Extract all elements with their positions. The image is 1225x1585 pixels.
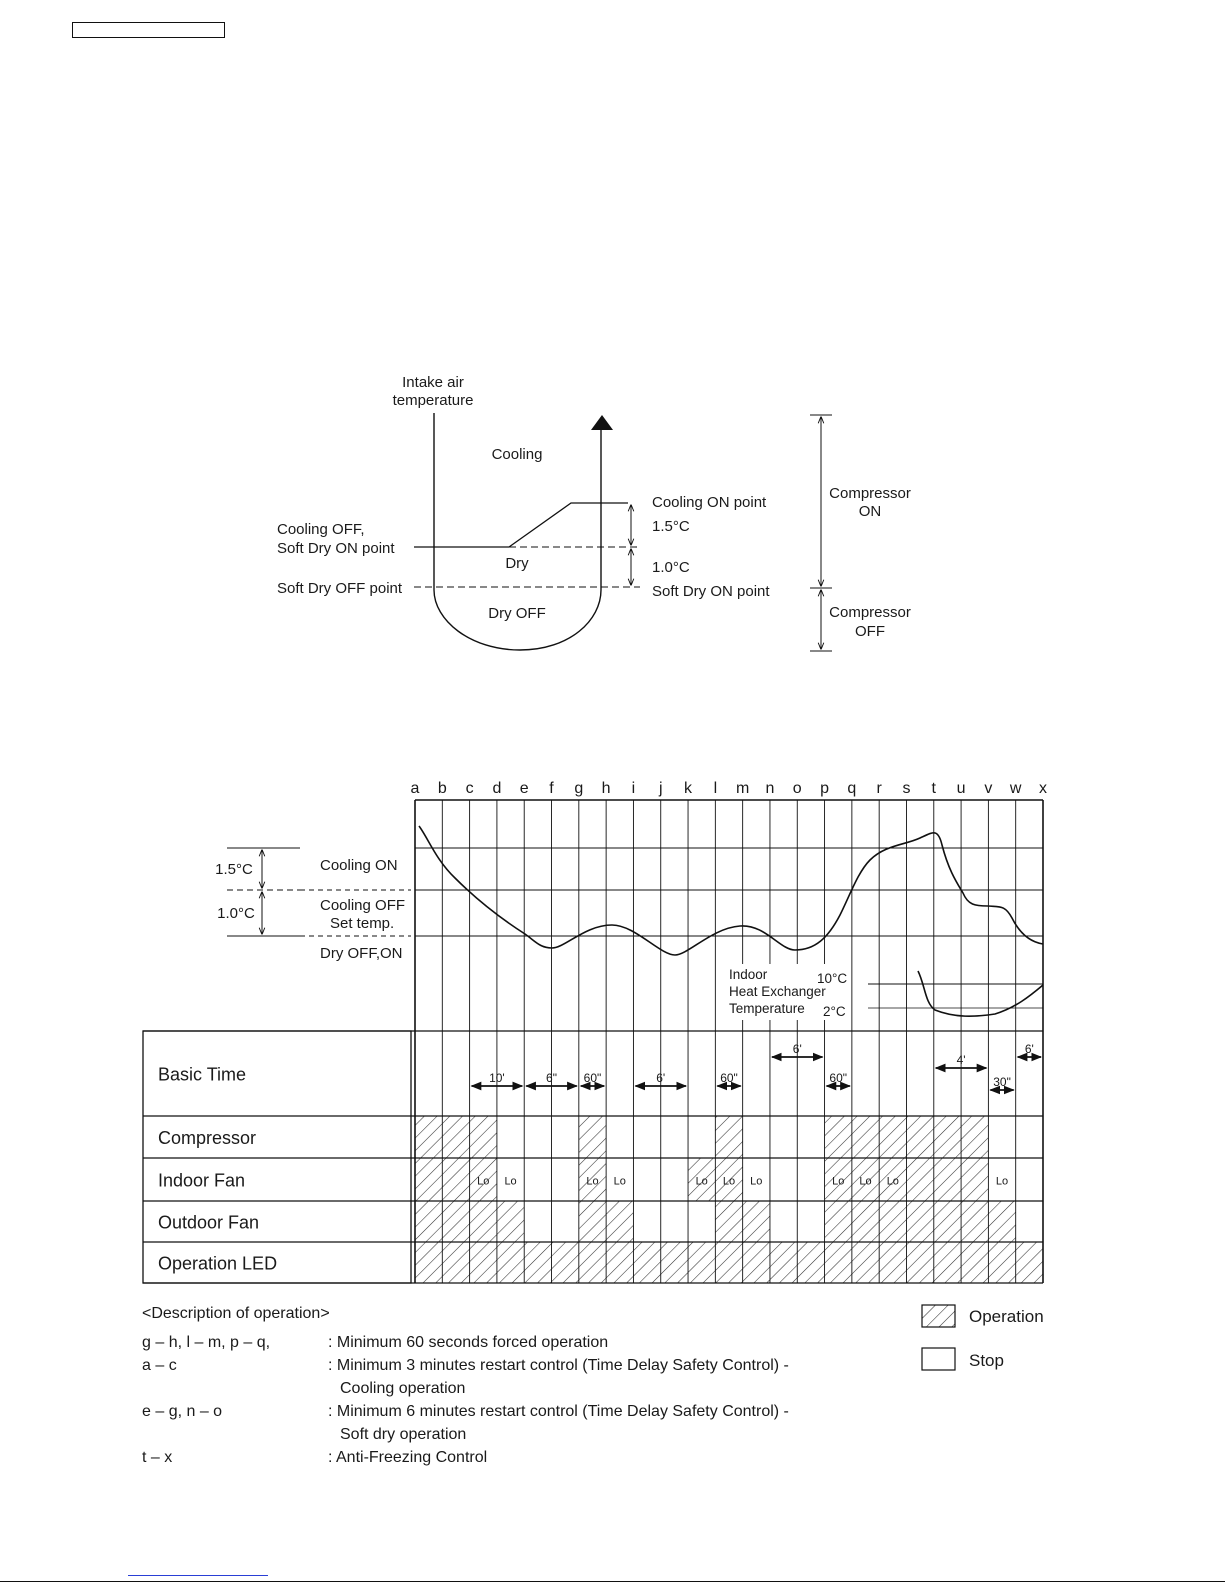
time-point-label: e bbox=[519, 780, 529, 797]
time-point-label: c bbox=[465, 780, 474, 797]
dry-threshold-diagram bbox=[277, 374, 911, 651]
operation-fill bbox=[579, 1116, 606, 1158]
lo-speed-marker: Lo bbox=[586, 1175, 599, 1188]
lo-speed-marker: Lo bbox=[504, 1175, 517, 1188]
desc-text-1: : Minimum 60 seconds forced operation bbox=[328, 1334, 609, 1351]
hex-lower-label: 2°C bbox=[823, 1004, 846, 1019]
cooling-zone-label: Cooling bbox=[491, 446, 543, 463]
lo-speed-marker: Lo bbox=[613, 1175, 626, 1188]
hex-label-2: Heat Exchanger bbox=[729, 984, 826, 999]
time-point-label: w bbox=[1009, 780, 1022, 797]
desc-range-1: g – h, l – m, p – q, bbox=[142, 1334, 271, 1351]
time-point-label: x bbox=[1039, 780, 1047, 797]
time-point-label: i bbox=[631, 780, 636, 797]
time-point-label: l bbox=[713, 780, 718, 797]
cooling-on-point-label: Cooling ON point bbox=[652, 494, 767, 511]
delta-upper-label: 1.5°C bbox=[652, 518, 690, 535]
cooling-off-label-1: Cooling OFF, bbox=[277, 521, 365, 538]
dry-off-zone-label: Dry OFF bbox=[488, 605, 546, 622]
desc-range-2: a – c bbox=[142, 1357, 177, 1374]
delta-lower-label: 1.0°C bbox=[652, 559, 690, 576]
basic-time-span-label: 6' bbox=[792, 1042, 802, 1056]
cooling-off-row-label: Cooling OFF bbox=[320, 897, 406, 914]
basic-time-span-label: 6' bbox=[656, 1071, 666, 1085]
lo-speed-marker: Lo bbox=[750, 1175, 763, 1188]
compressor-on-label-1: Compressor bbox=[829, 485, 911, 502]
lo-speed-marker: Lo bbox=[695, 1175, 708, 1188]
lo-speed-marker: Lo bbox=[886, 1175, 899, 1188]
heat-exchanger-curve bbox=[918, 971, 1043, 1016]
description-title: <Description of operation> bbox=[142, 1305, 330, 1322]
legend bbox=[922, 1305, 1044, 1370]
operation-fill bbox=[415, 1116, 497, 1158]
dry-zone-label: Dry bbox=[505, 555, 529, 572]
hysteresis-line bbox=[414, 503, 628, 547]
time-point-label: v bbox=[984, 780, 993, 797]
basic-time-span-label: 6' bbox=[1024, 1042, 1034, 1056]
basic-time-span-label: 60" bbox=[720, 1071, 738, 1085]
compressor-off-label-2: OFF bbox=[855, 623, 885, 640]
time-point-label: m bbox=[735, 780, 750, 797]
time-point-label: n bbox=[765, 780, 775, 797]
desc-range-4: t – x bbox=[142, 1449, 173, 1466]
legend-operation-swatch bbox=[922, 1305, 955, 1327]
row-label: Outdoor Fan bbox=[158, 1212, 260, 1233]
cooling-on-row-label: Cooling ON bbox=[320, 857, 398, 874]
dry-offon-row-label: Dry OFF,ON bbox=[320, 945, 403, 962]
time-point-label: h bbox=[601, 780, 611, 797]
footer-link[interactable] bbox=[128, 1575, 268, 1576]
intake-label-1: Intake air bbox=[402, 374, 464, 391]
row-label: Compressor bbox=[158, 1128, 257, 1148]
time-point-label: r bbox=[876, 780, 882, 797]
soft-dry-on-point-label: Soft Dry ON point bbox=[652, 583, 770, 600]
time-point-label: f bbox=[549, 780, 554, 797]
lo-speed-marker: Lo bbox=[722, 1175, 736, 1188]
desc-text-4: : Anti-Freezing Control bbox=[328, 1449, 488, 1466]
lo-speed-marker: Lo bbox=[859, 1175, 872, 1188]
cooling-off-label-2: Soft Dry ON point bbox=[277, 540, 395, 557]
legend-stop-swatch bbox=[922, 1348, 955, 1370]
desc-cont-2: Cooling operation bbox=[340, 1380, 466, 1397]
basic-time-span-label: 60" bbox=[583, 1071, 602, 1085]
desc-text-2: : Minimum 3 minutes restart control (Time Delay Safety Control) - bbox=[328, 1357, 789, 1374]
operation-fill bbox=[825, 1201, 1016, 1242]
legend-operation-label: Operation bbox=[969, 1307, 1044, 1326]
lo-speed-marker: Lo bbox=[995, 1175, 1009, 1188]
compressor-on-label-2: ON bbox=[858, 503, 882, 520]
desc-range-3: e – g, n – o bbox=[142, 1403, 223, 1420]
time-point-label: p bbox=[820, 780, 830, 797]
time-point-label: a bbox=[410, 780, 420, 797]
time-point-label: q bbox=[847, 780, 857, 797]
basic-time-span-label: 10' bbox=[489, 1071, 505, 1085]
row-label: Indoor Fan bbox=[158, 1170, 246, 1191]
desc-cont-3: Soft dry operation bbox=[340, 1426, 467, 1443]
time-point-label: s bbox=[902, 780, 911, 797]
footer-rule bbox=[0, 1581, 1225, 1582]
soft-dry-off-point-label: Soft Dry OFF point bbox=[277, 580, 403, 597]
operation-fill bbox=[415, 1242, 1043, 1283]
basic-time-span-label: 6" bbox=[546, 1071, 557, 1085]
lo-speed-marker: Lo bbox=[477, 1175, 490, 1188]
time-point-label: t bbox=[931, 780, 937, 797]
up-arrow-icon bbox=[591, 415, 613, 430]
intake-label-2: temperature bbox=[392, 392, 474, 409]
time-point-label: j bbox=[658, 780, 663, 797]
left-delta-upper: 1.5°C bbox=[215, 861, 253, 878]
time-point-label: u bbox=[956, 780, 966, 797]
operation-fill bbox=[715, 1116, 742, 1158]
compressor-off-label-1: Compressor bbox=[829, 604, 911, 621]
left-delta-lower: 1.0°C bbox=[217, 905, 255, 922]
lo-speed-marker: Lo bbox=[832, 1175, 845, 1188]
hex-label-3: Temperature bbox=[729, 1001, 805, 1016]
basic-time-span-label: 4' bbox=[956, 1053, 966, 1067]
time-point-label: b bbox=[437, 780, 447, 797]
hex-upper-label: 10°C bbox=[817, 971, 848, 986]
time-point-label: g bbox=[574, 780, 584, 797]
legend-stop-label: Stop bbox=[969, 1351, 1004, 1370]
time-point-label: d bbox=[492, 780, 502, 797]
desc-text-3: : Minimum 6 minutes restart control (Time Delay Safety Control) - bbox=[328, 1403, 789, 1420]
row-label: Operation LED bbox=[158, 1253, 278, 1274]
time-point-label: k bbox=[684, 780, 693, 797]
set-temp-row-label: Set temp. bbox=[330, 915, 395, 932]
time-point-label: o bbox=[792, 780, 802, 797]
basic-time-span-label: 30" bbox=[993, 1075, 1011, 1089]
hex-label-1: Indoor bbox=[729, 967, 768, 982]
timing-chart bbox=[143, 780, 1047, 1283]
row-label: Basic Time bbox=[158, 1064, 247, 1085]
basic-time-span-label: 60" bbox=[829, 1071, 848, 1085]
